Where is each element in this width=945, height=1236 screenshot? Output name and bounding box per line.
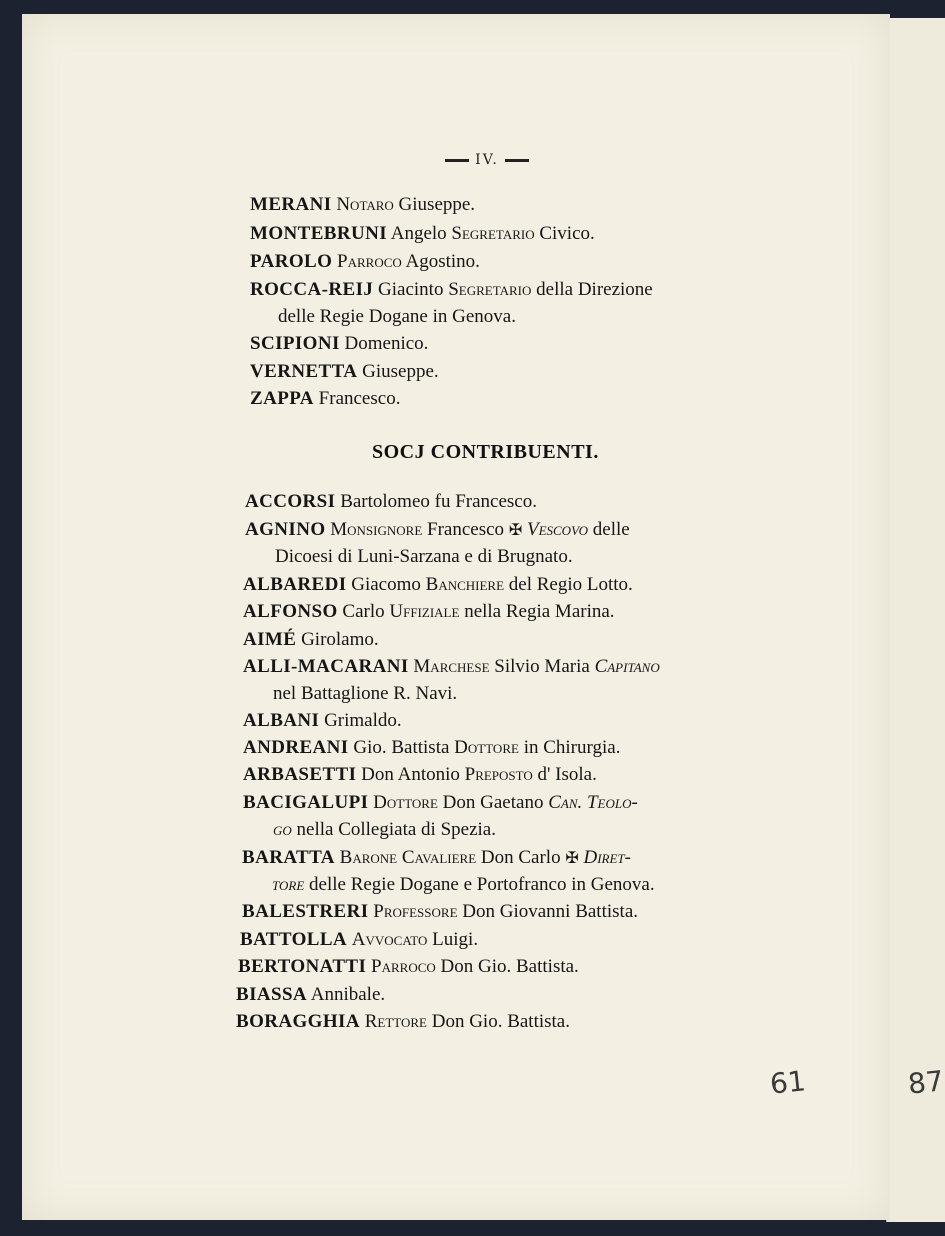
- list-item: [242, 846, 631, 871]
- entry-text: Annibale.: [310, 984, 386, 1005]
- list-item: [243, 709, 402, 733]
- entry-text: Don Gio. Battista.: [440, 956, 579, 977]
- entry-title: Segretario: [448, 279, 532, 300]
- entry-text: Giuseppe.: [398, 194, 476, 215]
- entry-text: Don Carlo: [480, 847, 561, 868]
- entry-text: Francesco: [427, 519, 505, 540]
- entry-text: Don Gaetano: [442, 792, 544, 813]
- list-item: [242, 900, 638, 924]
- list-item: [245, 518, 630, 543]
- entry-surname: ROCCA-REIJ: [250, 279, 374, 300]
- entry-text: del Regio Lotto.: [508, 574, 633, 595]
- entry-title: Parroco: [337, 251, 402, 272]
- pencil-mark-left: 61: [768, 1064, 808, 1101]
- entry-text: Giuseppe.: [362, 361, 439, 382]
- list-item: [250, 332, 428, 356]
- page-header: [412, 152, 562, 168]
- entry-surname: ACCORSI: [245, 491, 336, 512]
- entry-surname: BIASSA: [236, 984, 308, 1005]
- entry-surname: SCIPIONI: [250, 333, 340, 354]
- list-item: [275, 545, 573, 569]
- entry-text: Civico.: [539, 223, 595, 244]
- entry-title: Preposto: [464, 764, 533, 785]
- entry-title-italic: tore: [272, 874, 305, 895]
- header-rule-left: [445, 159, 469, 162]
- list-item: [243, 573, 633, 597]
- entry-title-italic: Vescovo: [526, 519, 589, 540]
- entry-surname: ZAPPA: [250, 388, 314, 409]
- entry-surname: ARBASETTI: [243, 764, 357, 785]
- entry-surname: BERTONATTI: [238, 956, 367, 977]
- entry-title: Banchiere: [425, 574, 505, 595]
- list-item: [272, 873, 655, 897]
- entry-surname: MONTEBRUNI: [250, 223, 388, 244]
- page-number: IV.: [475, 152, 499, 168]
- entry-title: Rettore: [364, 1011, 427, 1032]
- entry-surname: ALBAREDI: [243, 574, 347, 595]
- entry-text: Grimaldo.: [324, 710, 402, 731]
- entry-surname: AGNINO: [245, 519, 326, 540]
- entry-title: Segretario: [451, 223, 535, 244]
- entry-surname: BARATTA: [242, 847, 335, 868]
- entry-surname: ALBANI: [243, 710, 320, 731]
- entry-given-name: Giacomo: [351, 574, 421, 595]
- list-item: [278, 305, 516, 329]
- next-page-edge: [886, 18, 945, 1222]
- list-item: [273, 682, 457, 706]
- list-item: [243, 628, 379, 652]
- list-item: [236, 1010, 570, 1034]
- entry-title-italic: Diret-: [583, 847, 631, 868]
- entry-title: Uffiziale: [389, 601, 460, 622]
- entry-text: Girolamo.: [301, 629, 379, 650]
- section-heading: SOCJ CONTRIBUENTI.: [372, 441, 599, 463]
- entry-surname: PAROLO: [250, 251, 333, 272]
- entry-continuation: Dicoesi di Luni-Sarzana e di Brugnato.: [275, 546, 573, 567]
- entry-surname: ANDREANI: [243, 737, 349, 758]
- entry-text: Luigi.: [432, 929, 479, 950]
- list-item: [250, 360, 439, 384]
- list-item: [273, 818, 496, 842]
- list-item: [250, 250, 480, 274]
- entry-title: Dottore: [373, 792, 438, 813]
- entry-given-name: Don Antonio: [361, 764, 460, 785]
- entry-title: Avvocato: [351, 929, 428, 950]
- entry-title-italic: Capitano: [594, 656, 660, 677]
- entry-text: Agostino.: [405, 251, 480, 272]
- entry-surname: ALFONSO: [243, 601, 338, 622]
- entry-text: Domenico.: [344, 333, 429, 354]
- entry-surname: BALESTRERI: [242, 901, 369, 922]
- list-item: [243, 791, 638, 815]
- cross-icon: ✠: [508, 522, 523, 539]
- entry-text: Don Giovanni Battista.: [462, 901, 638, 922]
- list-item: [250, 278, 653, 302]
- entry-text: nella Regia Marina.: [464, 601, 615, 622]
- entry-text: Bartolomeo fu Francesco.: [340, 491, 537, 512]
- entry-given-name: Gio. Battista: [353, 737, 450, 758]
- entry-text: Don Gio. Battista.: [431, 1011, 570, 1032]
- entry-surname: AIMÉ: [243, 629, 297, 650]
- list-item: [240, 928, 478, 952]
- entry-text-tail: delle: [592, 519, 630, 540]
- entry-title: Monsignore: [330, 519, 423, 540]
- entry-surname: BATTOLLA: [240, 929, 348, 950]
- entry-text: Silvio Maria: [494, 656, 590, 677]
- entry-continuation: nel Battaglione R. Navi.: [273, 683, 458, 704]
- entry-title: Marchese: [413, 656, 490, 677]
- entry-surname: BACIGALUPI: [243, 792, 369, 813]
- entry-given-name: Giacinto: [378, 279, 444, 300]
- entry-surname: VERNETTA: [250, 361, 358, 382]
- entry-continuation: nella Collegiata di Spezia.: [296, 819, 496, 840]
- entry-given-name: Carlo: [342, 601, 385, 622]
- list-item: [245, 490, 537, 514]
- entry-title: Barone Cavaliere: [339, 847, 477, 868]
- cross-icon: ✠: [565, 850, 579, 867]
- entry-title-italic: go: [273, 819, 292, 840]
- entry-title: Parroco: [371, 956, 436, 977]
- entry-text: Francesco.: [318, 388, 401, 409]
- entry-title: Dottore: [454, 737, 519, 758]
- entry-text: della Direzione: [536, 279, 653, 300]
- entry-text: d' Isola.: [537, 764, 597, 785]
- list-item: [243, 655, 660, 679]
- list-item: [250, 222, 595, 246]
- entry-surname: BORAGGHIA: [236, 1011, 360, 1032]
- list-item: [238, 955, 579, 979]
- entry-title: Professore: [373, 901, 458, 922]
- entry-continuation: delle Regie Dogane e Portofranco in Genova.: [309, 874, 655, 895]
- list-item: [243, 600, 615, 624]
- header-rule-right: [505, 159, 529, 162]
- list-item: [236, 983, 385, 1007]
- pencil-mark-right: 87: [906, 1064, 945, 1101]
- list-item: [250, 387, 400, 411]
- list-item: [243, 736, 620, 760]
- entry-continuation: delle Regie Dogane in Genova.: [278, 306, 516, 327]
- entry-surname: ALLI-MACARANI: [243, 656, 409, 677]
- list-item: [243, 763, 597, 787]
- entry-title-italic: Can. Teolo-: [548, 792, 638, 813]
- list-item: [250, 193, 475, 217]
- entry-given-name: Angelo: [390, 223, 447, 244]
- entry-text: in Chirurgia.: [523, 737, 621, 758]
- entry-surname: MERANI: [250, 194, 332, 215]
- entry-title: Notaro: [336, 194, 394, 215]
